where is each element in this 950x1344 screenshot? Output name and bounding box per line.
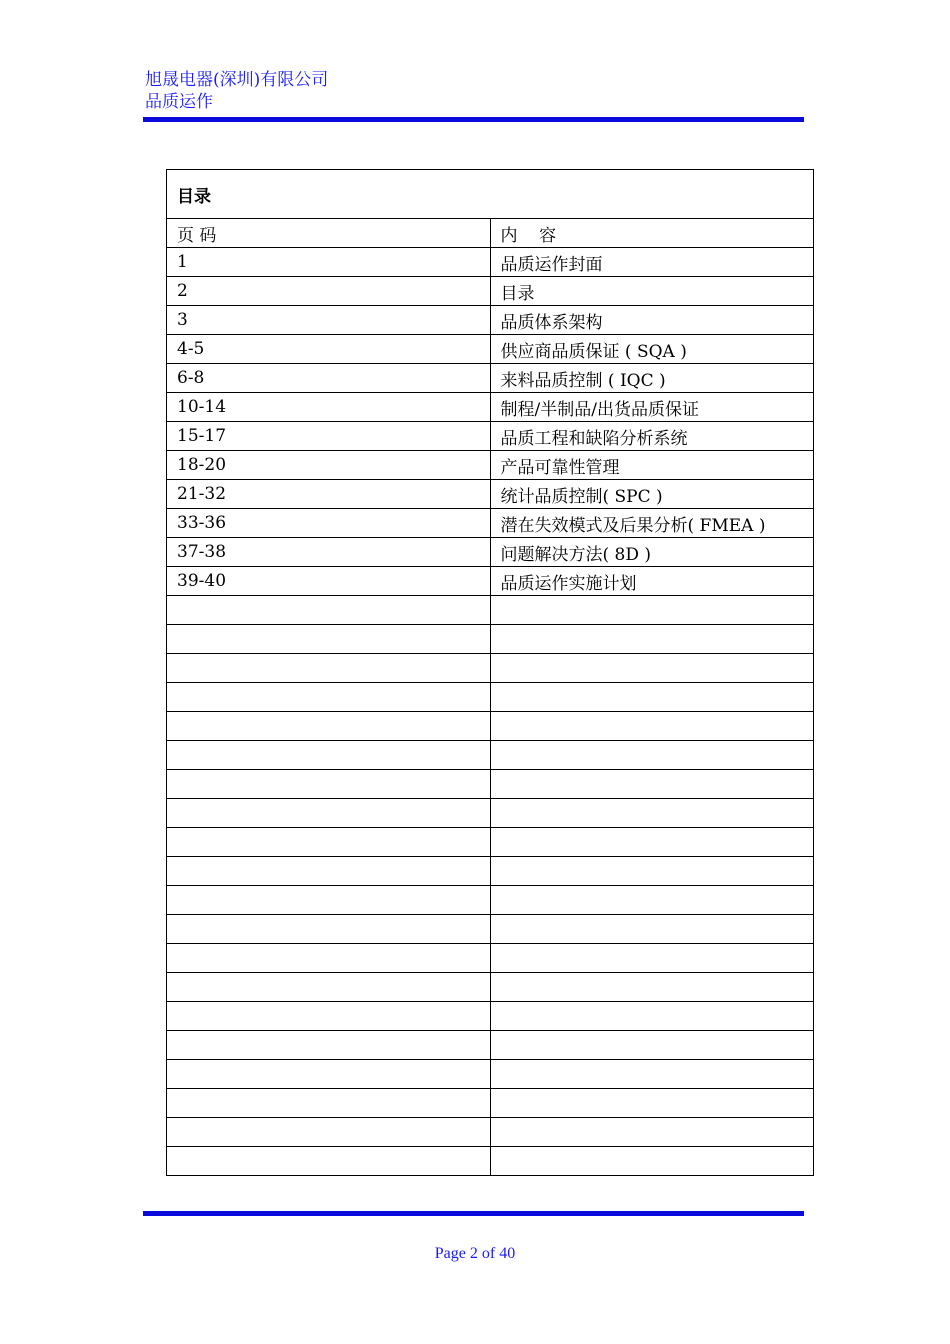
empty-content-cell [490, 683, 814, 712]
footer-rule [143, 1211, 804, 1216]
header-page-number: 页 码 [167, 219, 491, 248]
toc-page-number: 10-14 [167, 393, 491, 422]
empty-content-cell [490, 799, 814, 828]
empty-table-row [167, 1002, 814, 1031]
empty-content-cell [490, 828, 814, 857]
table-row [167, 480, 814, 509]
table-row [167, 538, 814, 567]
empty-content-cell [490, 1147, 814, 1176]
empty-page-cell [167, 1060, 491, 1089]
table-row [167, 248, 814, 277]
empty-table-row [167, 944, 814, 973]
toc-entry-content: 产品可靠性管理 [490, 451, 814, 480]
empty-page-cell [167, 944, 491, 973]
toc-page-number: 21-32 [167, 480, 491, 509]
empty-table-row [167, 799, 814, 828]
table-row [167, 277, 814, 306]
empty-content-cell [490, 1031, 814, 1060]
empty-table-row [167, 1147, 814, 1176]
empty-table-row [167, 683, 814, 712]
empty-table-row [167, 1031, 814, 1060]
toc-table [166, 169, 814, 1176]
empty-table-row [167, 770, 814, 799]
empty-content-cell [490, 944, 814, 973]
toc-page-number: 37-38 [167, 538, 491, 567]
toc-page-number: 2 [167, 277, 491, 306]
table-row [167, 567, 814, 596]
company-name: 旭晟电器(深圳)有限公司 [145, 70, 329, 90]
toc-entry-content: 目录 [490, 277, 814, 306]
toc-entry-content: 来料品质控制 ( IQC ) [490, 364, 814, 393]
toc-page-number: 6-8 [167, 364, 491, 393]
toc-title: 目录 [167, 170, 814, 219]
empty-table-row [167, 973, 814, 1002]
empty-page-cell [167, 915, 491, 944]
empty-table-row [167, 625, 814, 654]
toc-page-number: 15-17 [167, 422, 491, 451]
toc-entry-content: 问题解决方法( 8D ) [490, 538, 814, 567]
empty-table-row [167, 712, 814, 741]
empty-table-row [167, 741, 814, 770]
toc-entry-content: 品质体系架构 [490, 306, 814, 335]
empty-page-cell [167, 654, 491, 683]
table-row [167, 393, 814, 422]
empty-content-cell [490, 741, 814, 770]
empty-table-row [167, 1089, 814, 1118]
table-row [167, 451, 814, 480]
toc-page-number: 18-20 [167, 451, 491, 480]
empty-content-cell [490, 857, 814, 886]
empty-content-cell [490, 1060, 814, 1089]
toc-page-number: 39-40 [167, 567, 491, 596]
empty-page-cell [167, 1089, 491, 1118]
header-content: 内 容 [490, 219, 814, 248]
table-row [167, 306, 814, 335]
empty-content-cell [490, 886, 814, 915]
empty-page-cell [167, 1002, 491, 1031]
toc-page-number: 4-5 [167, 335, 491, 364]
table-row [167, 364, 814, 393]
toc-entry-content: 品质运作实施计划 [490, 567, 814, 596]
empty-page-cell [167, 596, 491, 625]
empty-page-cell [167, 770, 491, 799]
section-subtitle: 品质运作 [145, 92, 213, 112]
toc-entry-content: 品质运作封面 [490, 248, 814, 277]
empty-table-row [167, 828, 814, 857]
empty-table-row [167, 857, 814, 886]
toc-page-number: 33-36 [167, 509, 491, 538]
empty-page-cell [167, 857, 491, 886]
empty-page-cell [167, 1031, 491, 1060]
table-row [167, 335, 814, 364]
document-header [145, 69, 328, 113]
toc-header-row [167, 219, 814, 248]
toc-entry-content: 潜在失效模式及后果分析( FMEA ) [490, 509, 814, 538]
empty-table-row [167, 596, 814, 625]
empty-content-cell [490, 596, 814, 625]
empty-page-cell [167, 1118, 491, 1147]
page-number-footer: Page 2 of 40 [434, 1245, 516, 1262]
toc-page-number: 1 [167, 248, 491, 277]
empty-page-cell [167, 741, 491, 770]
empty-content-cell [490, 770, 814, 799]
empty-page-cell [167, 712, 491, 741]
empty-content-cell [490, 654, 814, 683]
toc-page-number: 3 [167, 306, 491, 335]
empty-table-row [167, 915, 814, 944]
empty-content-cell [490, 915, 814, 944]
table-row [167, 509, 814, 538]
empty-page-cell [167, 683, 491, 712]
toc-title-row [167, 170, 814, 219]
empty-page-cell [167, 886, 491, 915]
empty-table-row [167, 1060, 814, 1089]
empty-page-cell [167, 828, 491, 857]
empty-content-cell [490, 625, 814, 654]
empty-content-cell [490, 1002, 814, 1031]
empty-page-cell [167, 799, 491, 828]
header-rule [143, 117, 804, 122]
empty-page-cell [167, 973, 491, 1002]
toc-entry-content: 制程/半制品/出货品质保证 [490, 393, 814, 422]
empty-content-cell [490, 1118, 814, 1147]
empty-table-row [167, 886, 814, 915]
empty-content-cell [490, 712, 814, 741]
empty-page-cell [167, 625, 491, 654]
empty-table-row [167, 654, 814, 683]
toc-entry-content: 品质工程和缺陷分析系统 [490, 422, 814, 451]
table-row [167, 422, 814, 451]
empty-page-cell [167, 1147, 491, 1176]
empty-content-cell [490, 973, 814, 1002]
empty-content-cell [490, 1089, 814, 1118]
empty-table-row [167, 1118, 814, 1147]
toc-entry-content: 统计品质控制( SPC ) [490, 480, 814, 509]
toc-entry-content: 供应商品质保证 ( SQA ) [490, 335, 814, 364]
